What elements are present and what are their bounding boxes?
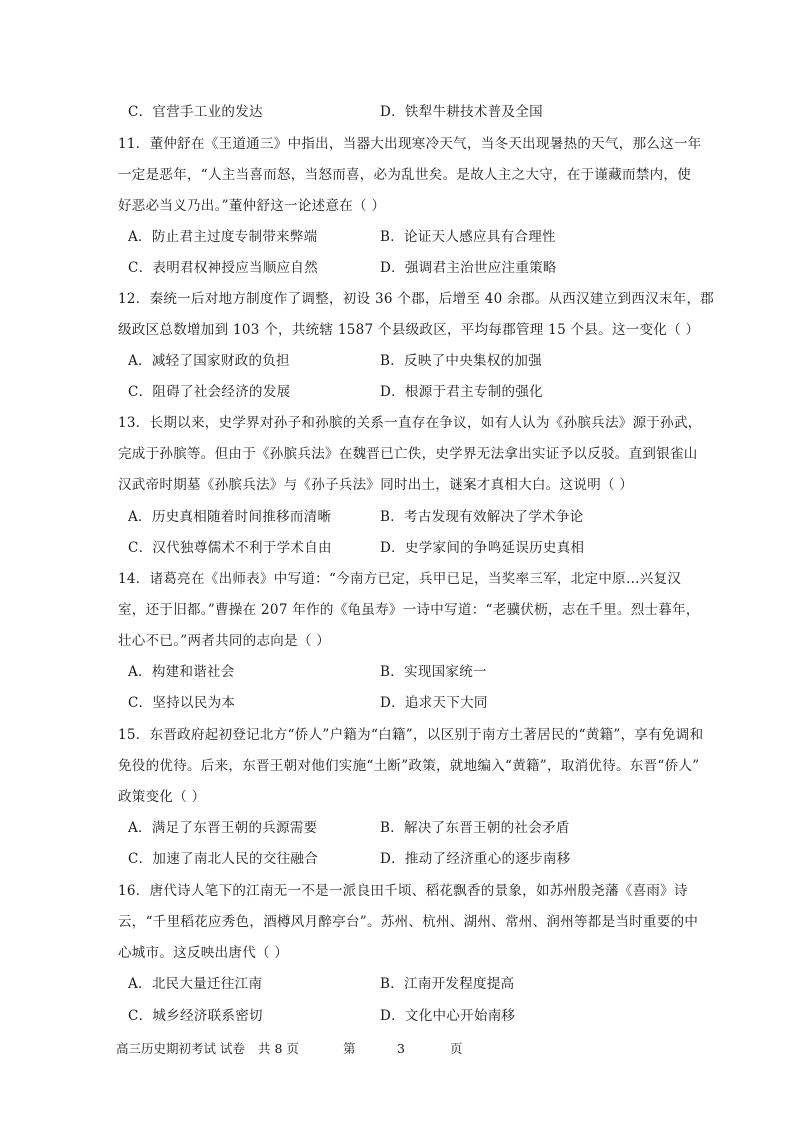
option-d-prev: D．铁犁牛耕技术普及全国: [380, 104, 543, 120]
question-16-line-3: 心城市。这反映出唐代（ ）: [118, 945, 289, 961]
question-16-option-c: C．城乡经济联系密切: [128, 1008, 263, 1024]
question-11-line-3: 好恶必当义乃出。”董仲舒这一论述意在（ ）: [118, 198, 386, 214]
question-16-option-d: D．文化中心开始南移: [380, 1008, 516, 1024]
question-11-option-b: B．论证天人感应具有合理性: [380, 229, 556, 245]
question-14-option-d: D．追求天下大同: [380, 695, 488, 711]
question-14-line-2: 室，还于旧都。”曹操在 207 年作的《龟虽寿》一诗中写道：“老骥伏枥，志在千里。烈士暮年，: [118, 602, 700, 618]
question-15-option-d: D．推动了经济重心的逐步南移: [380, 851, 571, 867]
question-15-line-2: 免役的优待。后来，东晋王朝对他们实施“土断”政策，就地编入“黄籍”，取消优待。东晋“侨人”: [118, 758, 700, 774]
question-16-option-b: B．江南开发程度提高: [380, 976, 515, 992]
question-15-option-c: C．加速了南北人民的交往融合: [128, 851, 319, 867]
question-16-option-a: A．北民大量迁往江南: [128, 976, 263, 992]
question-12-option-a: A．减轻了国家财政的负担: [128, 353, 290, 369]
footer-page-prefix: 第: [343, 1041, 356, 1056]
question-12-line-2: 级政区总数增加到 103 个，共统辖 1587 个县级政区，平均每郡管理 15 个县。这一变化（ ）: [118, 322, 700, 338]
question-15-option-b: B．解决了东晋王朝的社会矛盾: [380, 820, 570, 836]
question-12-line-1: 12．秦统一后对地方制度作了调整，初设 36 个郡，后增至 40 余郡。从西汉建立到西汉末年，郡: [118, 291, 715, 307]
question-14-option-a: A．构建和谐社会: [128, 664, 235, 680]
footer-page-suffix: 页: [450, 1041, 463, 1056]
question-11-line-1: 11．董仲舒在《王道通三》中指出，当器大出现寒冷天气，当冬天出现暑热的天气，那么这一年: [118, 136, 702, 152]
question-16-line-1: 16．唐代诗人笔下的江南无一不是一派良田千顷、稻花飘香的景象，如苏州殷尧藩《喜雨》诗: [118, 883, 688, 899]
question-14-option-b: B．实现国家统一: [380, 664, 487, 680]
question-12-option-b: B．反映了中央集权的加强: [380, 353, 543, 369]
question-15-line-1: 15．东晋政府起初登记北方“侨人”户籍为“白籍”，以区别于南方土著居民的“黄籍”，享有免调和: [118, 727, 704, 743]
question-14-line-3: 壮心不已。”两者共同的志向是（ ）: [118, 633, 331, 649]
question-13-option-a: A．历史真相随着时间推移而清晰: [128, 509, 332, 525]
question-14-line-1: 14．诸葛亮在《出师表》中写道：“今南方已定，兵甲已足，当奖率三军，北定中原…兴复汉: [118, 571, 682, 587]
question-14-option-c: C．坚持以民为本: [128, 695, 236, 711]
question-11-option-a: A．防止君主过度专制带来弊端: [128, 229, 318, 245]
question-13-line-2: 完成于孙膑等。但由于《孙膑兵法》在魏晋已亡佚，史学界无法拿出实证予以反驳。直到银雀山: [118, 446, 698, 462]
question-15-line-3: 政策变化（ ）: [118, 789, 206, 805]
footer-page-number: 3: [397, 1041, 405, 1056]
question-13-line-1: 13．长期以来，史学界对孙子和孙膑的关系一直存在争议，如有人认为《孙膑兵法》源于孙武，: [118, 415, 702, 431]
question-11-line-2: 一定是恶年，“人主当喜而怒，当怒而喜，必为乱世矣。是故人主之大守，在于谨藏而禁内，使: [118, 167, 691, 183]
question-13-line-3: 汉武帝时期墓《孙膑兵法》与《孙子兵法》同时出土，谜案才真相大白。这说明（ ）: [118, 477, 634, 493]
question-13-option-d: D．史学家间的争鸣延误历史真相: [380, 540, 585, 556]
question-12-option-c: C．阻碍了社会经济的发展: [128, 384, 291, 400]
question-12-option-d: D．根源于君主专制的强化: [380, 384, 543, 400]
question-11-option-c: C．表明君权神授应当顺应自然: [128, 260, 319, 276]
question-16-line-2: 云，“千里稻花应秀色，酒樽风月醉亭台”。苏州、杭州、湖州、常州、润州等都是当时重要的中: [118, 914, 699, 930]
question-13-option-b: B．考古发现有效解决了学术争论: [380, 509, 584, 525]
question-11-option-d: D．强调君主治世应注重策略: [380, 260, 557, 276]
option-c-prev: C．官营手工业的发达: [128, 104, 263, 120]
footer-total-pages: 共 8 页: [258, 1041, 299, 1056]
question-13-option-c: C．汉代独尊儒术不利于学术自由: [128, 540, 332, 556]
footer-exam-title: 高三历史期初考试 试卷: [116, 1041, 245, 1056]
question-15-option-a: A．满足了东晋王朝的兵源需要: [128, 820, 318, 836]
